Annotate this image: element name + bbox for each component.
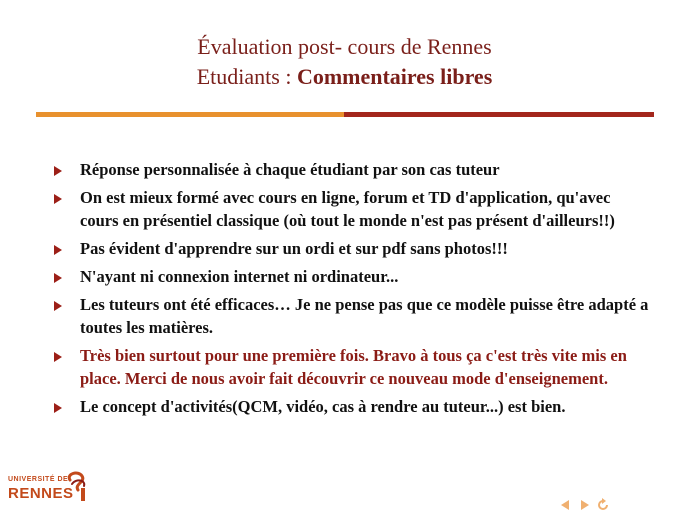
- next-slide-button[interactable]: [577, 497, 593, 513]
- bullet-arrow-icon: [54, 166, 62, 176]
- bullet-arrow-icon: [54, 301, 62, 311]
- comment-text: Réponse personnalisée à chaque étudiant par son cas tuteur: [80, 160, 500, 179]
- comment-text: Les tuteurs ont été efficaces… Je ne pense pas que ce modèle puisse être adapté a toutes les matières.: [80, 295, 649, 337]
- comment-item: [52, 293, 652, 339]
- triangle-right-icon: [577, 497, 593, 513]
- bullet-arrow-icon: [54, 245, 62, 255]
- slide-title-line2: [0, 62, 689, 92]
- return-arrow-icon: [595, 497, 611, 513]
- comment-item: [52, 395, 652, 418]
- comment-item: [52, 158, 652, 181]
- comment-text: Pas évident d'apprendre sur un ordi et sur pdf sans photos!!!: [80, 239, 508, 258]
- logo-text-university: UNIVERSITÉ DE: [8, 476, 69, 483]
- comment-text: N'ayant ni connexion internet ni ordinateur...: [80, 267, 399, 286]
- slide-title: [0, 32, 689, 92]
- comment-item: [52, 265, 652, 288]
- comment-item: [52, 237, 652, 260]
- comment-item: [52, 186, 652, 232]
- title-divider-right: [344, 112, 654, 117]
- comment-item-highlighted: [52, 344, 652, 390]
- slide-title-prefix: Etudiants :: [196, 64, 297, 89]
- title-divider-left: [36, 112, 344, 117]
- comment-list: [52, 158, 652, 423]
- logo-emblem-icon: [64, 470, 92, 504]
- slide-title-line1: Évaluation post- cours de Rennes: [197, 34, 492, 59]
- university-logo: [6, 470, 96, 504]
- bullet-arrow-icon: [54, 403, 62, 413]
- slide-navigation: [557, 497, 617, 513]
- logo-text-rennes: RENNES: [8, 485, 74, 502]
- prev-slide-button[interactable]: [557, 497, 573, 513]
- comment-text: Le concept d'activités(QCM, vidéo, cas à rendre au tuteur...) est bien.: [80, 397, 566, 416]
- return-button[interactable]: [595, 497, 611, 513]
- comment-text: On est mieux formé avec cours en ligne, forum et TD d'application, qu'avec cours en présentiel classique (où tout le monde n'est pas présent d'ailleurs!!): [80, 188, 615, 230]
- bullet-arrow-icon: [54, 352, 62, 362]
- triangle-left-icon: [557, 497, 573, 513]
- comment-text: Très bien surtout pour une première fois. Bravo à tous ça c'est très vite mis en place. Merci de nous avoir fait découvrir ce nouveau mode d'enseignement.: [80, 346, 627, 388]
- bullet-arrow-icon: [54, 194, 62, 204]
- slide-title-strong: Commentaires libres: [296, 64, 493, 89]
- bullet-arrow-icon: [54, 273, 62, 283]
